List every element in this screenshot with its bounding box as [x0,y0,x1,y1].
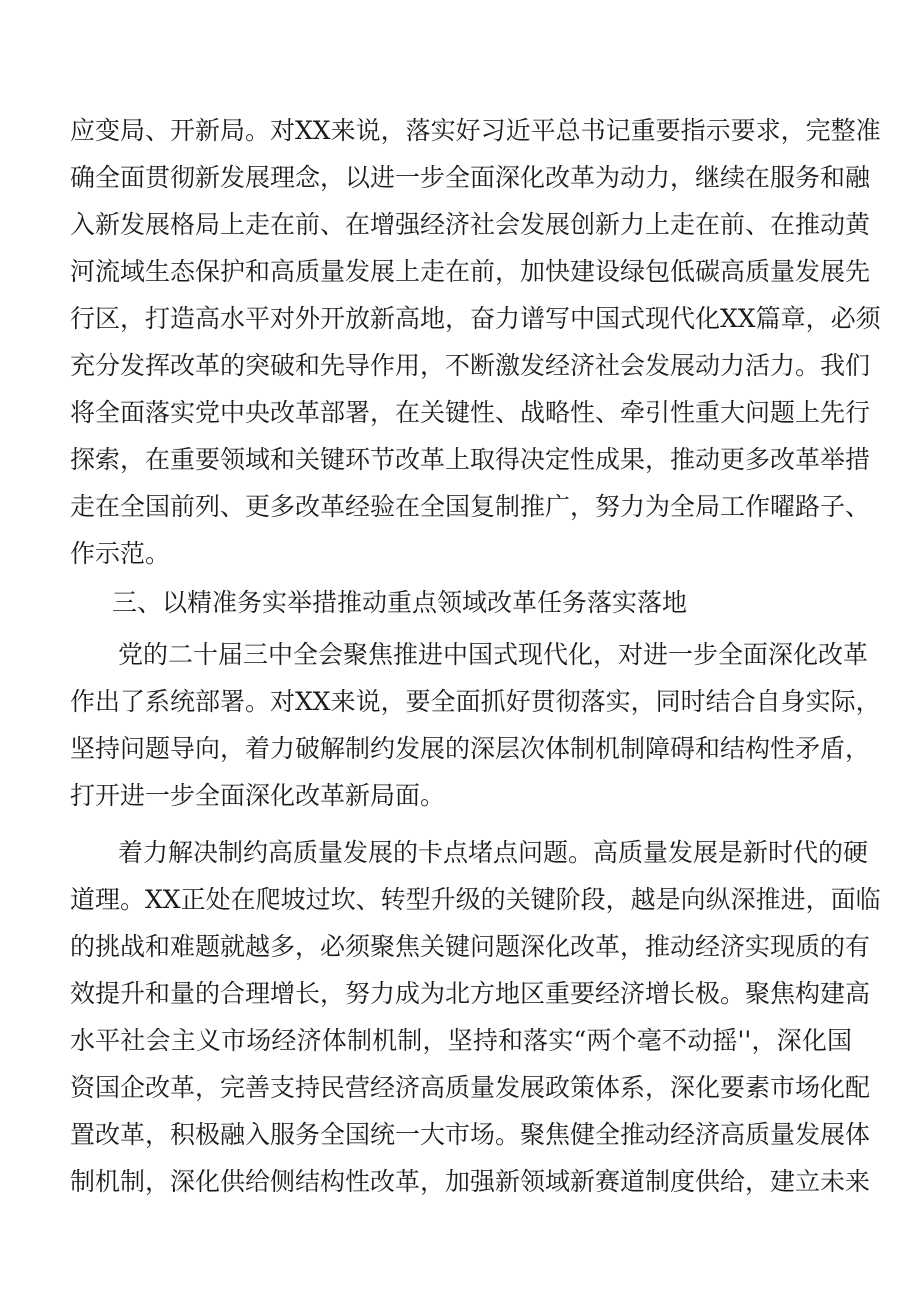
paragraph-line: 坚持问题导向，着力破解制约发展的深层次体制机制障碍和结构性矛盾， [70,734,871,763]
paragraph-line: 置改革，积极融入服务全国统一大市场。聚焦健全推动经济高质量发展体 [70,1120,871,1149]
paragraph-line: 水平社会主义市场经济体制机制，坚持和落实“两个毫不动摇''，深化国 [70,1026,852,1055]
paragraph-line: 入新发展格局上走在前、在增强经济社会发展创新力上走在前、在推动黄 [70,210,871,239]
paragraph-line: 的挑战和难题就越多，必须聚焦关键问题深化改革，推动经济实现质的有 [70,932,871,961]
paragraph-line: 效提升和量的合理增长，努力成为北方地区重要经济增长极。聚焦构建高 [70,979,871,1008]
paragraph-line: 走在全国前列、更多改革经验在全国复制推广，努力为全局工作曜路子、 [70,492,871,521]
paragraph-line: 资国企改革，完善支持民营经济高质量发展政策体系，深化要素市场化配 [70,1073,871,1102]
paragraph-line: 制机制，深化供给侧结构性改革，加强新领域新赛道制度供给，建立未来 [70,1167,871,1196]
paragraph-line: 打开进一步全面深化改革新局面。 [70,781,446,810]
paragraph-line: 确全面贯彻新发展理念，以进一步全面深化改革为动力，继续在服务和融 [70,163,871,192]
paragraph-line: 充分发挥改革的突破和先导作用，不断激发经济社会发展动力活力。我们 [70,351,871,380]
paragraph-line: 探索，在重要领域和关键环节改革上取得决定性成果，推动更多改革举措 [70,445,871,474]
paragraph-line: 党的二十届三中全会聚焦推进中国式现代化，对进一步全面深化改革 [118,640,869,669]
paragraph-line: 作示范。 [70,539,171,568]
section-heading: 三、以精准务实举措推动重点领域改革任务落实落地 [112,588,688,617]
paragraph-line: 河流域生态保护和高质量发展上走在前，加快建设绿包低碳高质量发展先 [70,257,871,286]
paragraph-line: 行区，打造高水平对外开放新高地，奋力谱写中国式现代化XX篇章，必须 [70,304,881,333]
paragraph-line: 将全面落实党中央改革部署，在关键性、战略性、牵引性重大问题上先行 [70,398,871,427]
paragraph-line: 作出了系统部署。对XX来说，要全面抓好贯彻落实，同时结合自身实际， [70,687,881,716]
paragraph-line: 道理。XX正处在爬坡过坎、转型升级的关键阶段，越是向纵深推进，面临 [70,885,881,914]
paragraph-line: 应变局、开新局。对XX来说，落实好习近平总书记重要指示要求，完整准 [70,116,881,145]
paragraph-line: 着力解决制约高质量发展的卡点堵点问题。高质量发展是新时代的硬 [118,838,869,867]
